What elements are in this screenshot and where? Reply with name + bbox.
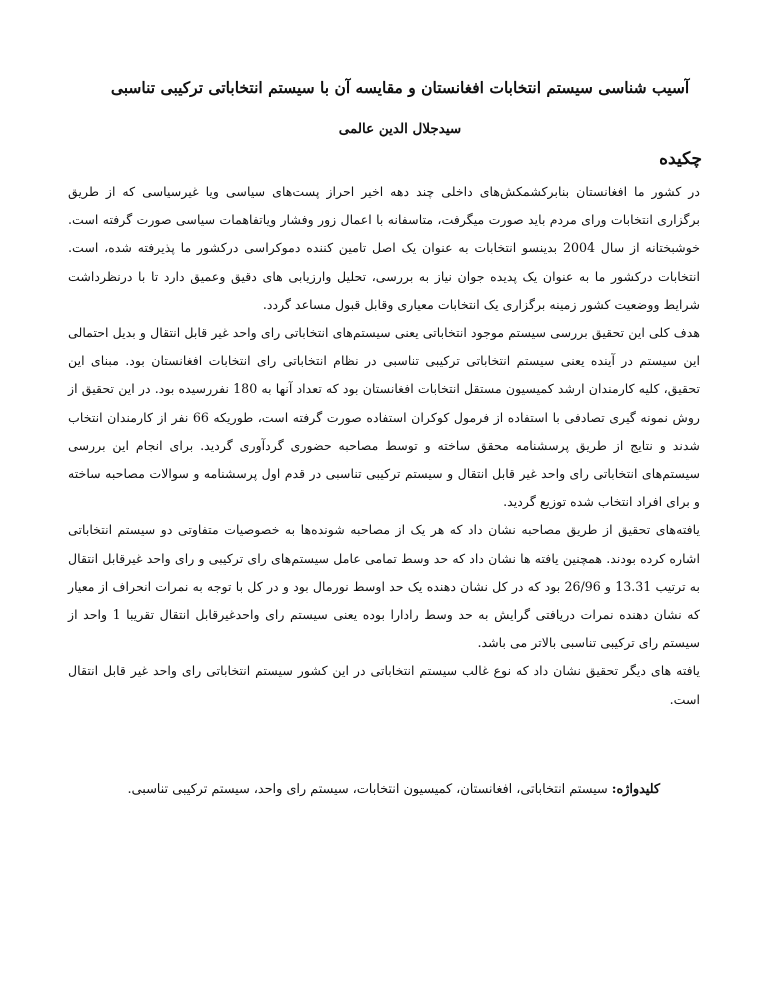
keywords-line	[68, 780, 660, 800]
paper-author: سیدجلال الدین عالمی	[338, 121, 462, 137]
abstract-heading: چکیده	[659, 149, 702, 169]
abstract-body	[68, 178, 700, 714]
abstract-paragraph-1: در کشور ما افغانستان بنابرکشمکش‌های داخلی چند دهه اخیر احراز پست‌های سیاسی ویا غیرسیاسی که از طریق برگزاری انتخابات ورای مردم باید صورت میگرفت، متاسفانه با اعمال زور وفشار ویاتفاهمات سیاسی صورت گرفته است. خوشبختانه از سال 2004 بدینسو انتخابات به عنوان یک اصل تامین کننده دموکراسی درکشور ما پذیرفته شده، است. انتخابات درکشور ما به عنوان یک پدیده جوان نیاز به بررسی، تحلیل وارزیابی های دقیق وعمیق دارد تا با درنظرداشت شرایط ووضعیت کشور زمینه برگزاری یک انتخابات معیاری وقابل قبول مساعد گردد.	[68, 184, 701, 312]
abstract-paragraph-4: یافته های دیگر تحقیق نشان داد که نوع غالب سیستم انتخاباتی در این کشور سیستم انتخاباتی رای واحد غیر قابل انتقال است.	[68, 663, 700, 707]
keywords-label: کلیدواژه:	[611, 782, 660, 797]
abstract-paragraph-3: یافته‌های تحقیق از طریق مصاحبه نشان داد که هر یک از مصاحبه شونده‌ها به خصوصیات متفاوتی دو سیستم انتخاباتی اشاره کرده بودند. همچنین یافته ها نشان داد که حد وسط تمامی عامل سیستم‌های رای ترکیبی و رای واحد غیرقابل انتقال به ترتیب 13.31 و 26/96 بود که در کل نشان دهنده یک حد اوسط نورمال بود و در کل با توجه به نمرات انحراف از معیار که نشان دهنده نمرات دریافتی گرایش به حد وسط رادارا بوده یعنی سیستم رای واحدغیرقابل انتقال تقریبا 1 واحد از سیستم رای ترکیبی تناسبی بالاتر می باشد.	[68, 522, 701, 651]
keywords-text: سیستم انتخاباتی، افغانستان، کمیسیون انتخابات، سیستم رای واحد، سیستم ترکیبی تناسبی.	[127, 782, 612, 797]
paper-title: آسیب شناسی سیستم انتخابات افغانستان و مقایسه آن با سیستم انتخاباتی ترکیبی تناسبی	[110, 78, 690, 97]
abstract-paragraph-2: هدف کلی این تحقیق بررسی سیستم موجود انتخاباتی یعنی سیستم‌های انتخاباتی رای واحد غیر قابل انتقال و بدیل احتمالی این سیستم در آینده یعنی سیستم انتخاباتی ترکیبی تناسبی در نظام انتخاباتی رای انتخابات افغانستان بود. مبنای این تحقیق، کلیه کارمندان ارشد کمیسیون مستقل انتخابات افغانستان بود که تعداد آنها به 180 نفررسیده بود. در این تحقیق از روش نمونه گیری تصادفی با استفاده از فرمول کوکران استفاده صورت گرفته است، طوریکه 66 نفر از کارمندان انتخاب شدند و نتایج از طریق پرسشنامه محقق ساخته و توسط مصاحبه حضوری گردآوری گردید. برای انجام این بررسی سیستم‌های انتخاباتی رای واحد غیر قابل انتقال و سیستم ترکیبی تناسبی در قدم اول پرسشنامه و سوالات مصاحبه ساخته و برای افراد انتخاب شده توزیع گردید.	[68, 325, 700, 510]
